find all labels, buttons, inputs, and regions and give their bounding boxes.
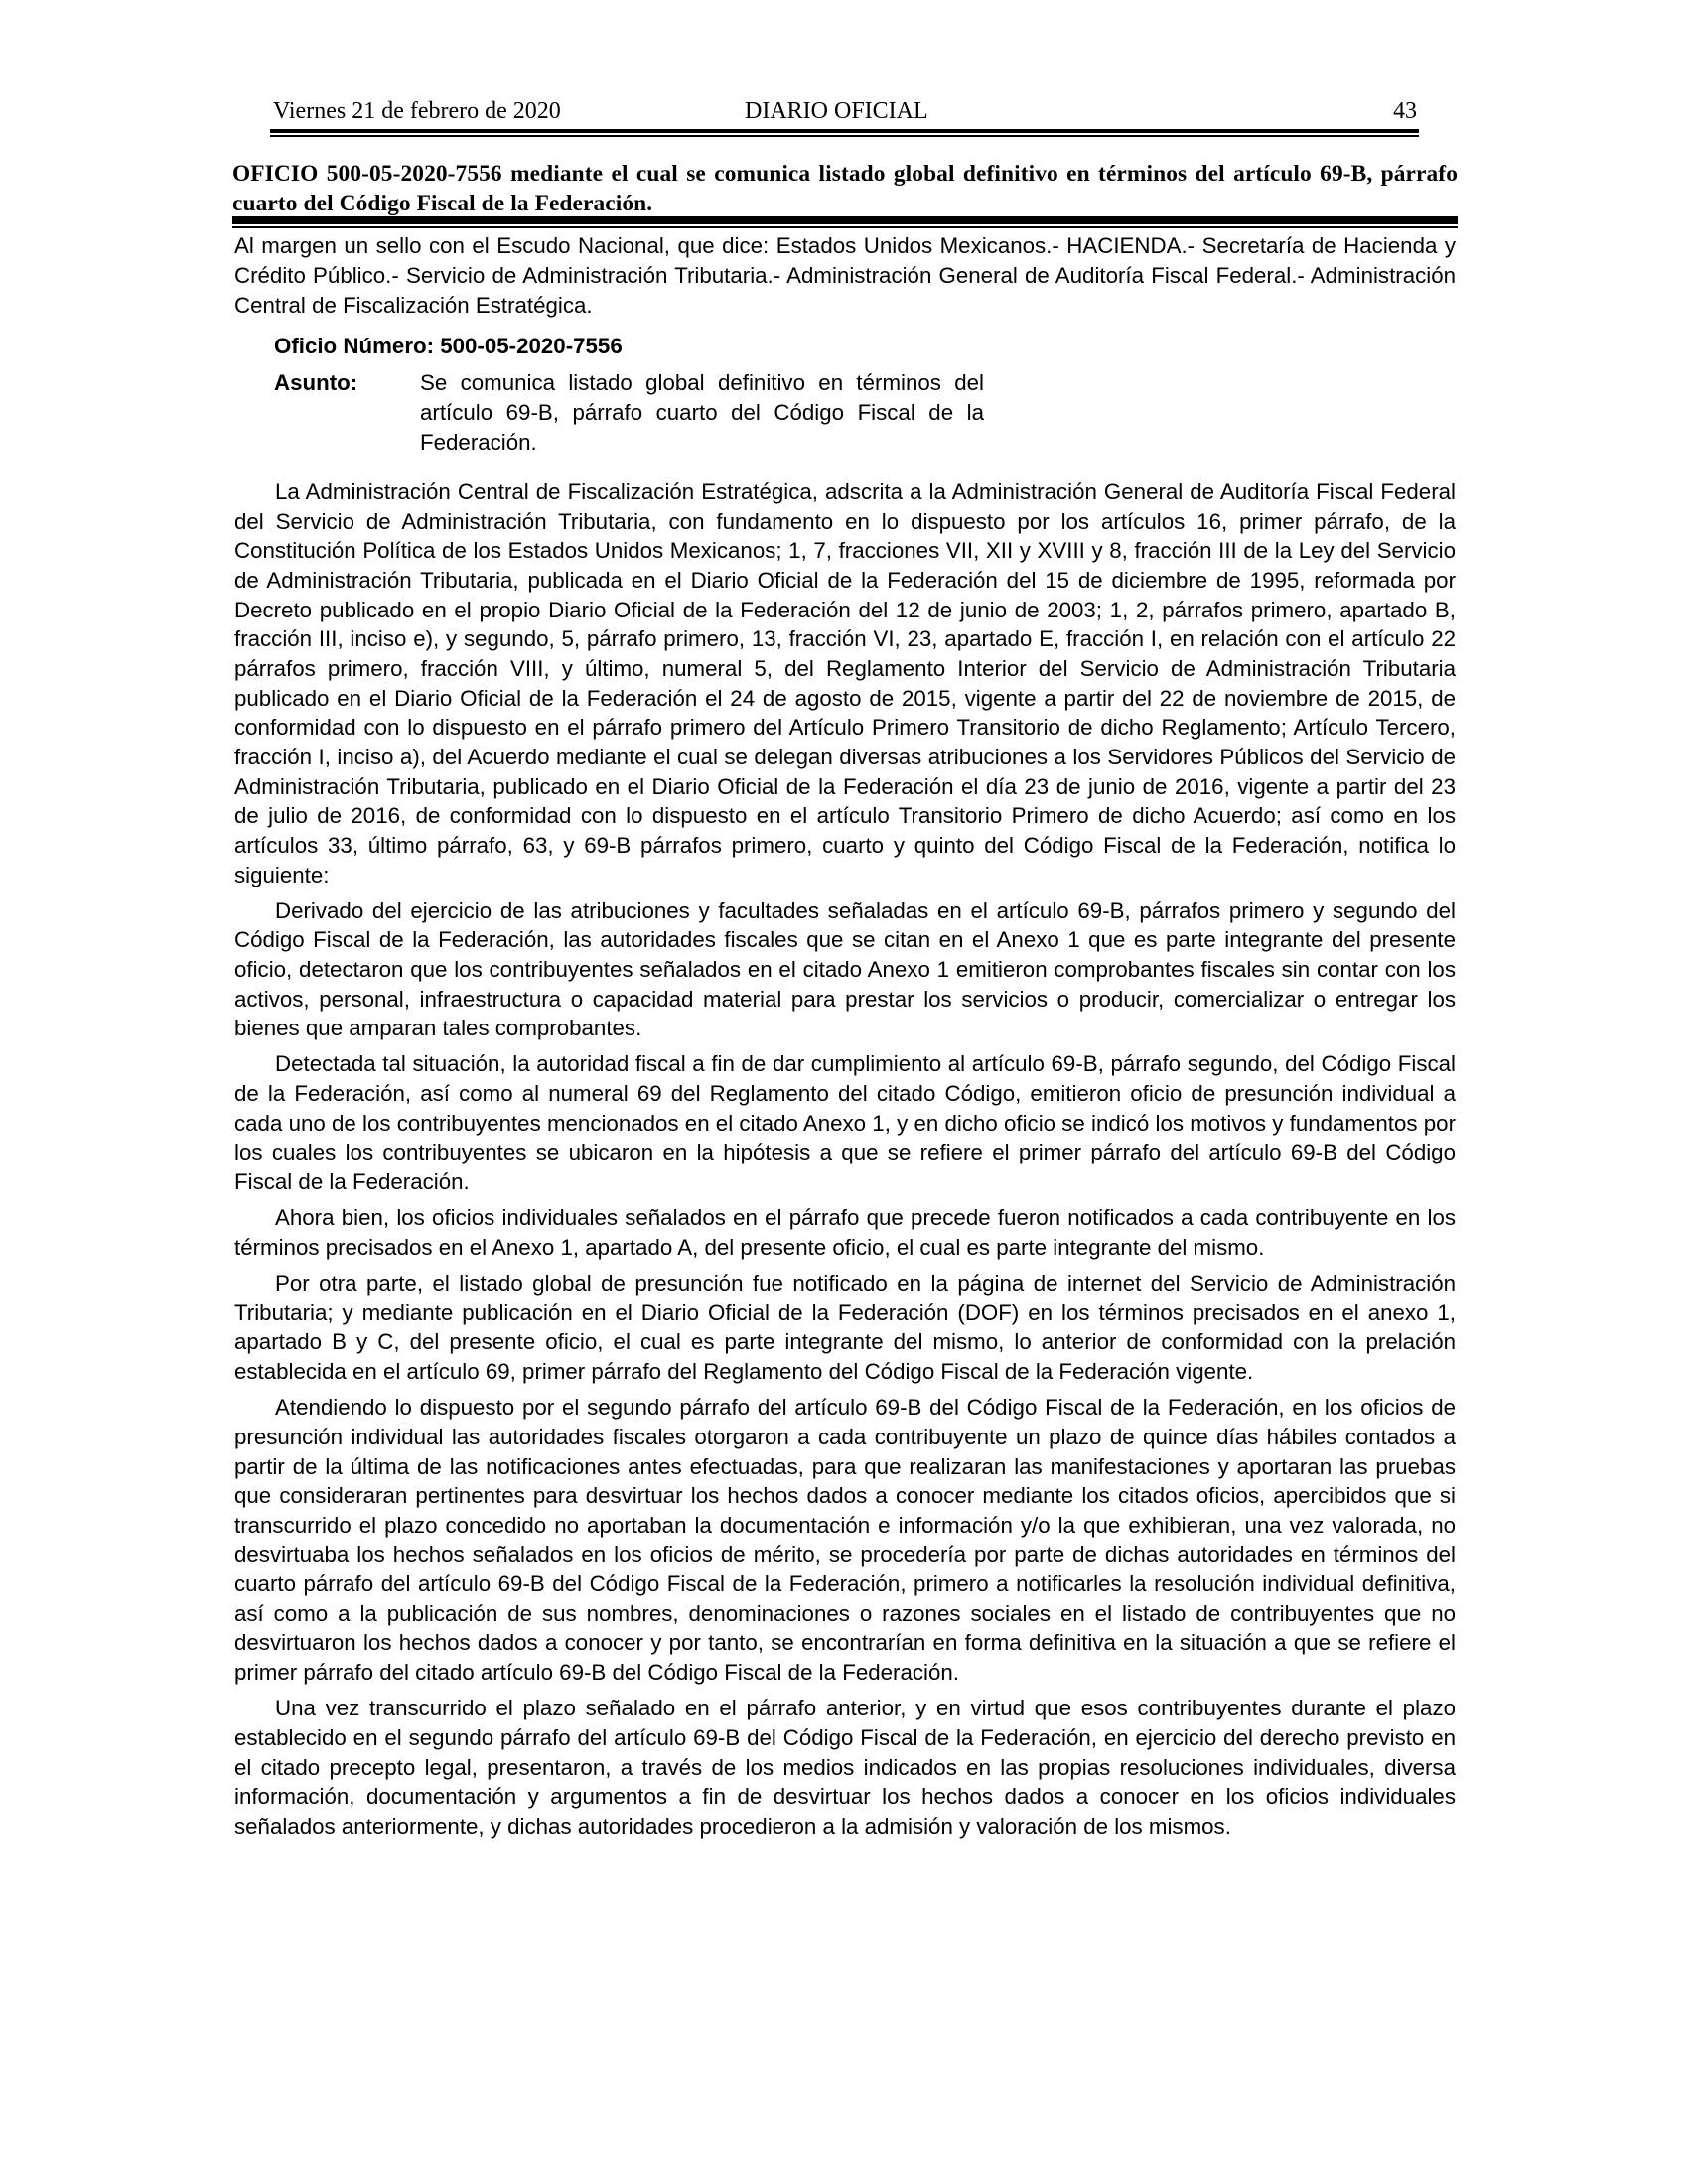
body-paragraph: Por otra parte, el listado global de presunción fue notificado en la página de internet del Servicio de Administración Tributaria; y mediante publicación en el Diario Oficial de la Federación (DOF) en los términos precisados en el anexo 1, apartado B y C, del presente oficio, el cual es parte integrante del mismo, lo anterior de conformidad con la prelación establecida en el artículo 69, primer párrafo del Reglamento del Código Fiscal de la Federación vigente. xyxy=(234,1271,1456,1385)
page-number: 43 xyxy=(1393,98,1417,124)
header-double-rule xyxy=(270,129,1419,137)
asunto-label: Asunto: xyxy=(274,370,358,395)
header-publication: DIARIO OFICIAL xyxy=(745,98,928,124)
oficio-number: Oficio Número: 500-05-2020-7556 xyxy=(274,334,623,358)
title-rule xyxy=(232,216,1458,228)
document-title: OFICIO 500-05-2020-7556 mediante el cual se comunica listado global definitivo en términos del artículo 69-B, párrafo cuarto del Código Fiscal de la Federación. xyxy=(232,161,1458,216)
body-paragraph: Una vez transcurrido el plazo señalado en el párrafo anterior, y en virtud que esos contribuyentes durante el plazo establecido en el segundo párrafo del artículo 69-B del Código Fiscal de la Federación, en ejercicio del derecho previsto en el citado precepto legal, presentaron, a través de los medios indicados en las propias resoluciones individuales, diversa información, documentación y argumentos a fin de desvirtuar los hechos dados a conocer en los oficios individuales señalados anteriormente, y dichas autoridades procedieron a la admisión y valoración de los mismos. xyxy=(234,1696,1456,1839)
body-paragraph: Atendiendo lo dispuesto por el segundo párrafo del artículo 69-B del Código Fiscal de la Federación, en los oficios de presunción individual las autoridades fiscales otorgaron a cada contribuyente un plazo de quince días hábiles contados a partir de la última de las notificaciones antes efectuadas, para que realizaran las manifestaciones y aportaran las pruebas que consideraran pertinentes para desvirtuar los hechos dados a conocer mediante los citados oficios, apercibidos que si transcurrido el plazo concedido no aportaban la documentación e información y/o la que exhibieran, una vez valorada, no desvirtuaba los hechos señalados en los oficios de mérito, se procedería por parte de dichas autoridades en términos del cuarto párrafo del artículo 69-B del Código Fiscal de la Federación, primero a notificarles la resolución individual definitiva, así como a la publicación de sus nombres, denominaciones o razones sociales en el listado de contribuyentes que no desvirtuaron los hechos dados a conocer y por tanto, se encontrarían en forma definitiva en la situación a que se refiere el primer párrafo del citado artículo 69-B del Código Fiscal de la Federación. xyxy=(234,1395,1456,1686)
body-paragraph: Derivado del ejercicio de las atribuciones y facultades señaladas en el artículo 69-B, párrafos primero y segundo del Código Fiscal de la Federación, las autoridades fiscales que se citan en el Anexo 1 que es parte integrante del presente oficio, detectaron que los contribuyentes señalados en el citado Anexo 1 emitieron comprobantes fiscales sin contar con los activos, personal, infraestructura o capacidad material para prestar los servicios o producir, comercializar o entregar los bienes que amparan tales comprobantes. xyxy=(234,897,1456,1041)
margin-note: Al margen un sello con el Escudo Nacional, que dice: Estados Unidos Mexicanos.- HACIENDA.- Secretaría de Hacienda y Crédito Público.- Servicio de Administración Tributaria.- Administración General de Auditoría Fiscal Federal.- Administración Central de Fiscalización Estratégica. xyxy=(234,233,1456,318)
page-header xyxy=(270,95,1419,127)
header-date: Viernes 21 de febrero de 2020 xyxy=(273,98,561,124)
document-body xyxy=(234,478,1456,1847)
asunto-text: Se comunica listado global definitivo en términos del artículo 69-B, párrafo cuarto del Código Fiscal de la Federación. xyxy=(420,370,984,455)
body-paragraph: Detectada tal situación, la autoridad fiscal a fin de dar cumplimiento al artículo 69-B, párrafo segundo, del Código Fiscal de la Federación, así como al numeral 69 del Reglamento del citado Código, emitieron oficio de presunción individual a cada uno de los contribuyentes mencionados en el citado Anexo 1, y en dicho oficio se indicó los motivos y fundamentos por los cuales los contribuyentes se ubicaron en la hipótesis a que se refiere el primer párrafo del artículo 69-B del Código Fiscal de la Federación. xyxy=(234,1051,1456,1195)
body-paragraph: Ahora bien, los oficios individuales señalados en el párrafo que precede fueron notificados a cada contribuyente en los términos precisados en el Anexo 1, apartado A, del presente oficio, el cual es parte integrante del mismo. xyxy=(234,1205,1456,1260)
body-paragraph: La Administración Central de Fiscalización Estratégica, adscrita a la Administración General de Auditoría Fiscal Federal del Servicio de Administración Tributaria, con fundamento en lo dispuesto por los artículos 16, primer párrafo, de la Constitución Política de los Estados Unidos Mexicanos; 1, 7, fracciones VII, XII y XVIII y 8, fracción III de la Ley del Servicio de Administración Tributaria, publicada en el Diario Oficial de la Federación del 15 de diciembre de 1995, reformada por Decreto publicado en el propio Diario Oficial de la Federación del 12 de junio de 2003; 1, 2, párrafos primero, apartado B, fracción III, inciso e), y segundo, 5, párrafo primero, 13, fracción VI, 23, apartado E, fracción I, en relación con el artículo 22 párrafos primero, fracción VIII, y último, numeral 5, del Reglamento Interior del Servicio de Administración Tributaria publicado en el Diario Oficial de la Federación el 24 de agosto de 2015, vigente a partir del 22 de noviembre de 2015, de conformidad con lo dispuesto en el párrafo primero del Artículo Primero Transitorio de dicho Reglamento; Artículo Tercero, fracción I, inciso a), del Acuerdo mediante el cual se delegan diversas atribuciones a los Servidores Públicos del Servicio de Administración Tributaria, publicado en el Diario Oficial de la Federación el día 23 de junio de 2016, vigente a partir del 23 de julio de 2016, de conformidad con lo dispuesto en el artículo Transitorio Primero de dicho Acuerdo; así como en los artículos 33, último párrafo, 63, y 69-B párrafos primero, cuarto y quinto del Código Fiscal de la Federación, notifica lo siguiente: xyxy=(234,479,1456,887)
